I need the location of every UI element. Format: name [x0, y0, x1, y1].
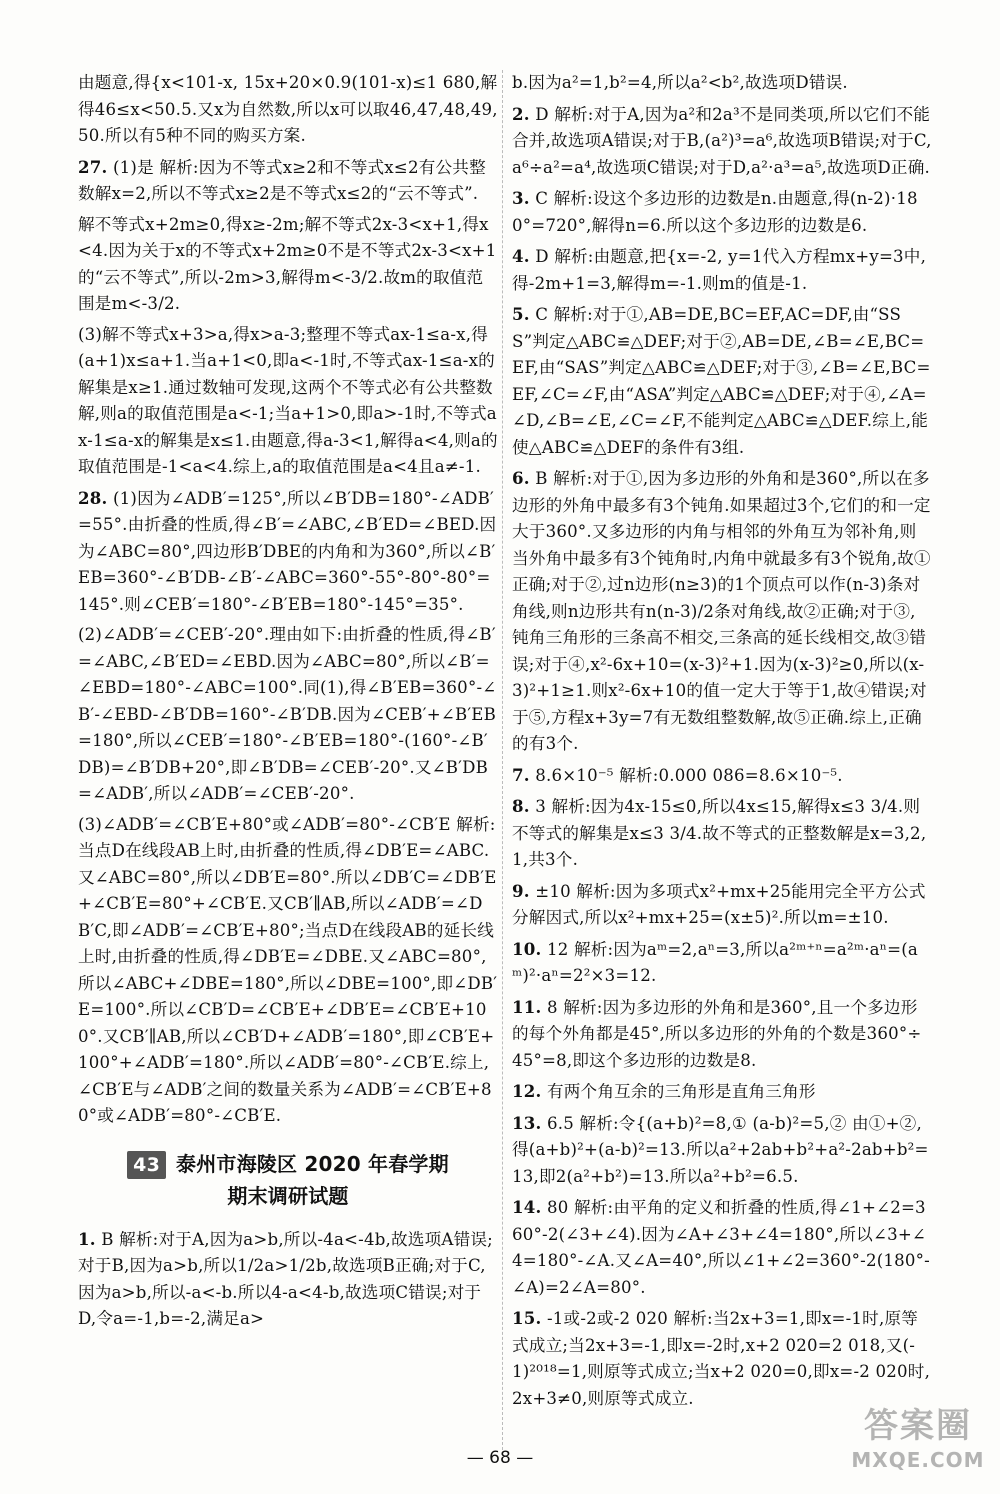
answer-item [512, 465, 932, 758]
answer-item [512, 301, 932, 461]
answer-text: D 解析:由题意,把{x=-2, y=1代入方程mx+y=3中,得-2m+1=3,解得m=-1.则m的值是-1. [512, 247, 927, 293]
answer-text: 8 解析:因为多边形的外角和是360°,且一个多边形的每个外角都是45°,所以多边形的外角的个数是360°÷45°=8,即这个多边形的边数是8. [512, 997, 922, 1070]
answer-item [78, 812, 498, 1130]
answer-item [512, 878, 932, 932]
answer-item [512, 1194, 932, 1301]
answer-item [512, 936, 932, 990]
answer-text: -1或-2或-2 020 解析:当2x+3=1,即x=-1时,原等式成立;当2x+3=-1,即x=-2时,x+2 020=2 018,又(-1)²⁰¹⁸=1,则原等式成立;当x+2 020=0,即x=-2 020时,2x+3≠0,则原等式成立. [512, 1309, 931, 1408]
section-heading [78, 1148, 498, 1212]
question-number: 11. [512, 996, 542, 1017]
question-number: 3. [512, 188, 530, 208]
question-number: 6. [512, 468, 530, 488]
column-divider [502, 70, 503, 1450]
answer-text: B 解析:对于①,因为多边形的外角和是360°,所以在多边形的外角中最多有3个钝角.如果超过3个,它们的和一定大于360°.又多边形的内角与相邻的外角互为邻补角,则当外角中最多有3个钝角时,内角中就最多有3个锐角,故①正确;对于②,过n边形(n≥3)的1个顶点可以作(n-3)条对角线,则n边形共有n(n-3)/2条对角线,故②正确;对于③,钝角三角形的三条高不相交,三条高的延长线相交,故③错误;对于④,x²-6x+10=(x-3)²+1.因为(x-3)²≥0,所以(x-3)²+1≥1.则x²-6x+10的值一定大于等于1,故④错误;对于⑤,方程x+3y=7有无数组整数解,故⑤正确.综上,正确的有3个. [512, 469, 931, 753]
question-number: 2. [512, 103, 530, 124]
answer-item [512, 1305, 932, 1412]
question-number: 8. [512, 796, 530, 816]
question-number: 14. [512, 1197, 542, 1217]
watermark-logo [848, 1405, 988, 1485]
right-column [512, 70, 932, 1416]
answer-item [512, 185, 932, 239]
watermark-bottom-text: MXQE.COM [851, 1448, 985, 1472]
question-number: 9. [512, 880, 530, 901]
answer-item [512, 994, 932, 1075]
answer-text: 12 解析:因为aᵐ=2,aⁿ=3,所以a²ᵐ⁺ⁿ=a²ᵐ·aⁿ=(aᵐ)²·aⁿ=2²×3=12. [512, 939, 919, 985]
answer-text: 8.6×10⁻⁵ 解析:0.000 086=8.6×10⁻⁵. [535, 765, 843, 785]
answer-text: C 解析:对于①,AB=DE,BC=EF,AC=DF,由“SSS”判定△ABC≌△DEF;对于②,AB=DE,∠B=∠E,BC=EF,由“SAS”判定△ABC≌△DEF;对于③,∠B=∠E,BC=EF,∠C=∠F,由“ASA”判定△ABC≌△DEF;对于④,∠A=∠D,∠B=∠E,∠C=∠F,不能判定△ABC≌△DEF.综上,能使△ABC≌△DEF的条件有3组. [512, 305, 931, 457]
question-number: 10. [512, 938, 542, 959]
section-title-text: 泰州市海陵区 2020 年春学期 [176, 1151, 449, 1176]
left-column [78, 70, 498, 1337]
page-number: — 68 — [466, 1448, 534, 1468]
question-number: 12. [512, 1081, 542, 1101]
answer-item [78, 485, 498, 619]
answer-text: (1)因为∠ADB′=125°,所以∠B′DB=180°-∠ADB′=55°.由折叠的性质,得∠B′=∠ABC,∠B′ED=∠BED.因为∠ABC=80°,四边形B′DBE的内角和为360°,所以∠B′EB=360°-∠B′DB-∠B′-∠ABC=360°-55°-80°-80°=145°.则∠CEB′=180°-∠B′EB=180°-145°=35°. [78, 488, 497, 614]
section-title-line1 [78, 1148, 498, 1180]
left-answer-list-after [78, 1226, 498, 1333]
question-number: 5. [512, 304, 530, 324]
answer-text: 解不等式x+2m≥0,得x≥-2m;解不等式2x-3<x+1,得x<4.因为关于x的不等式x+2m≥0不是不等式2x-3<x+1的“云不等式”,所以-2m>3,解得m<-3/2.故m的取值范围是m<-3/2. [78, 214, 497, 313]
answer-text: C 解析:设这个多边形的边数是n.由题意,得(n-2)·180°=720°,解得n=6.所以这个多边形的边数是6. [512, 189, 918, 235]
section-number-badge: 43 [127, 1151, 166, 1179]
answer-text: (1)是 解析:因为不等式x≥2和不等式x≤2有公共整数解x=2,所以不等式x≥2是不等式x≤2的“云不等式”. [78, 157, 486, 203]
right-answer-list [512, 70, 932, 1412]
answer-text: ±10 解析:因为多项式x²+mx+25能用完全平方公式分解因式,所以x²+mx+25=(x±5)².所以m=±10. [512, 881, 926, 927]
answer-text: (3)∠ADB′=∠CB′E+80°或∠ADB′=80°-∠CB′E 解析:当点D在线段AB上时,由折叠的性质,得∠DB′E=∠ABC.又∠ABC=80°,所以∠DB′E=80°.所以∠DB′C=∠DB′E+∠CB′E=80°+∠CB′E.又CB′∥AB,所以∠ADB′=∠DB′C,即∠ADB′=∠CB′E+80°;当点D在线段AB的延长线上时,由折叠的性质,得∠DB′E=∠DBE.又∠ABC=80°,所以∠ABC+∠DBE=180°,所以∠DBE=100°,即∠DB′E=100°.所以∠CB′D=∠CB′E+∠DB′E=∠CB′E+100°.又CB′∥AB,所以∠CB′D+∠ADB′=180°,即∠CB′E+100°+∠ADB′=180°.所以∠ADB′=80°-∠CB′E.综上,∠CB′E与∠ADB′之间的数量关系为∠ADB′=∠CB′E+80°或∠ADB′=80°-∠CB′E. [78, 814, 498, 1125]
question-number: 28. [78, 487, 108, 508]
answer-text: b.因为a²=1,b²=4,所以a²<b²,故选项D错误. [512, 73, 848, 92]
answer-text: 3 解析:因为4x-15≤0,所以4x≤15,解得x≤3 3/4.则不等式的解集是x≤3 3/4.故不等式的正整数解是x=3,2,1,共3个. [512, 797, 927, 869]
question-number: 15. [512, 1308, 542, 1328]
answer-item [78, 1226, 498, 1333]
watermark-top-text: 答案圈 [864, 1406, 972, 1446]
answer-item [512, 1078, 932, 1106]
answer-item [512, 793, 932, 874]
answer-item [512, 101, 932, 182]
answer-text: 有两个角互余的三角形是直角三角形 [546, 1082, 816, 1101]
question-number: 7. [512, 764, 530, 785]
answer-text: (3)解不等式x+3>a,得x>a-3;整理不等式ax-1≤a-x,得(a+1)x≤a+1.当a+1<0,即a<-1时,不等式ax-1≤a-x的解集是x≥1.通过数轴可发现,这两个不等式必有公共整数解,则a的取值范围是a<-1;当a+1>0,即a>-1时,不等式ax-1≤a-x的解集是x≤1.由题意,得a-3<1,解得a<4,则a的取值范围是-1<a<4.综上,a的取值范围是a<4且a≠-1. [78, 324, 498, 476]
answer-text: 由题意,得{x<101-x, 15x+20×0.9(101-x)≤1 680,解得46≤x<50.5.又x为自然数,所以x可以取46,47,48,49,50.所以有5种不同的购买方案. [78, 73, 498, 145]
section-title-line2: 期末调研试题 [227, 1183, 349, 1208]
left-answer-list [78, 70, 498, 1130]
answer-item [78, 154, 498, 208]
answer-item [78, 212, 498, 318]
question-number: 27. [78, 156, 108, 177]
question-number: 13. [512, 1112, 542, 1133]
answer-text: D 解析:对于A,因为a²和2a³不是同类项,所以它们不能合并,故选项A错误;对于B,(a²)³=a⁶,故选项B错误;对于C,a⁶÷a²=a⁴,故选项C错误;对于D,a²·a³=a⁵,故选项D正确. [512, 104, 932, 177]
answer-item [78, 622, 498, 808]
answer-text: (2)∠ADB′=∠CEB′-20°.理由如下:由折叠的性质,得∠B′=∠ABC,∠B′ED=∠EBD.因为∠ABC=80°,所以∠B′=∠EBD=180°-∠ABC=100°.同(1),得∠B′EB=360°-∠B′-∠EBD-∠B′DB=160°-∠B′DB.因为∠CEB′+∠B′EB=180°,所以∠CEB′=180°-∠B′EB=180°-(160°-∠B′DB)=∠B′DB+20°,即∠B′DB=∠CEB′-20°.又∠B′DB=∠ADB′,所以∠ADB′=∠CEB′-20°. [78, 625, 497, 803]
answer-text: B 解析:对于A,因为a>b,所以-4a<-4b,故选项A错误;对于B,因为a>b,所以1/2a>1/2b,故选项B正确;对于C,因为a>b,所以-a<-b.所以4-a<4-b,故选项C错误;对于D,令a=-1,b=-2,满足a> [78, 1229, 493, 1328]
question-number: 1. [78, 1228, 96, 1249]
answer-item [78, 322, 498, 481]
answer-item [512, 762, 932, 790]
answer-item [512, 243, 932, 297]
answer-item [512, 1110, 932, 1191]
answer-text: 80 解析:由平角的定义和折叠的性质,得∠1+∠2=360°-2(∠3+∠4).因为∠A+∠3+∠4=180°,所以∠3+∠4=180°-∠A.又∠A=40°,所以∠1+∠2=360°-2(180°-∠A)=2∠A=80°. [512, 1198, 930, 1297]
answer-item [78, 70, 498, 150]
answer-item [512, 70, 932, 97]
question-number: 4. [512, 246, 530, 266]
answer-text: 6.5 解析:令{(a+b)²=8,① (a-b)²=5,② 由①+②,得(a+b)²+(a-b)²=13.所以a²+2ab+b²+a²-2ab+b²=13,即2(a²+b²)=13.所以a²+b²=6.5. [512, 1113, 929, 1186]
